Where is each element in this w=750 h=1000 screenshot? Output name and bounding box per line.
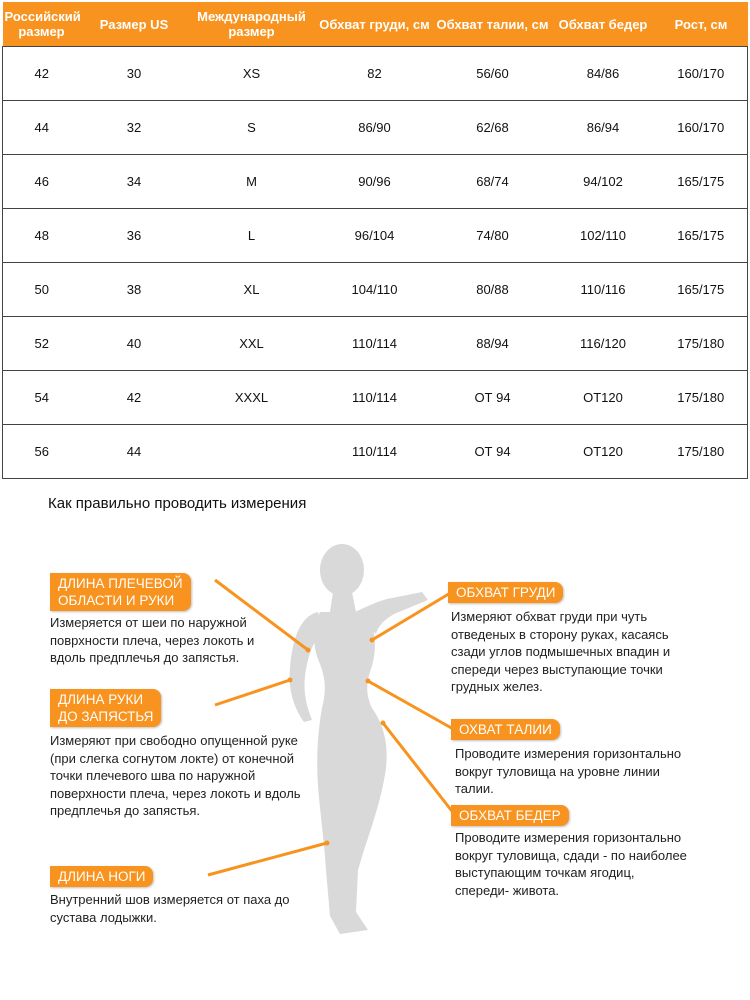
header-height: Рост, см (655, 2, 748, 47)
cell-hips: 84/86 (552, 47, 655, 101)
shoulder-label-line2: ОБЛАСТИ И РУКИ (58, 593, 175, 608)
cell-waist: ОТ 94 (434, 371, 552, 425)
cell-international-size: S (188, 101, 316, 155)
hips-label: ОБХВАТ БЕДЕР (451, 805, 569, 826)
shoulder-arm-length-label (50, 573, 191, 611)
cell-international-size: L (188, 209, 316, 263)
leg-length-description: Внутренний шов измеряется от паха до сустава лодыжки. (50, 892, 290, 925)
leader-line-leg (208, 843, 327, 875)
cell-russian-size: 44 (3, 101, 81, 155)
shoulder-arm-length-description: Измеряется от шеи по наружной поврхности плеча, через локоть и вдоль предплечья до запястья. (50, 615, 255, 665)
leader-line-arm (215, 680, 290, 705)
header-russian-size: Российский размер (3, 2, 81, 47)
cell-hips: ОТ120 (552, 371, 655, 425)
cell-waist: 56/60 (434, 47, 552, 101)
cell-russian-size: 52 (3, 317, 81, 371)
header-hips: Обхват бедер (552, 2, 655, 47)
cell-russian-size: 50 (3, 263, 81, 317)
cell-chest: 110/114 (316, 317, 434, 371)
cell-us-size: 42 (81, 371, 188, 425)
arm-label-line2: ДО ЗАПЯСТЬЯ (58, 709, 154, 724)
section-title: Как правильно проводить измерения (48, 495, 307, 512)
cell-chest: 82 (316, 47, 434, 101)
cell-height: 175/180 (655, 317, 748, 371)
header-chest: Обхват груди, см (316, 2, 434, 47)
cell-height: 165/175 (655, 263, 748, 317)
cell-chest: 96/104 (316, 209, 434, 263)
cell-international-size: XS (188, 47, 316, 101)
cell-hips: 94/102 (552, 155, 655, 209)
cell-waist: ОТ 94 (434, 425, 552, 479)
cell-waist: 62/68 (434, 101, 552, 155)
cell-russian-size: 42 (3, 47, 81, 101)
measure-point-hips (381, 721, 386, 726)
chest-label: ОБХВАТ ГРУДИ (448, 582, 563, 603)
cell-hips: 110/116 (552, 263, 655, 317)
cell-russian-size: 54 (3, 371, 81, 425)
cell-international-size: XXXL (188, 371, 316, 425)
cell-height: 165/175 (655, 155, 748, 209)
leg-length-label: ДЛИНА НОГИ (50, 866, 153, 887)
cell-us-size: 30 (81, 47, 188, 101)
cell-international-size: XXL (188, 317, 316, 371)
silhouette (290, 544, 428, 934)
cell-us-size: 32 (81, 101, 188, 155)
measure-point-shoulder (306, 648, 311, 653)
cell-us-size: 40 (81, 317, 188, 371)
cell-waist: 80/88 (434, 263, 552, 317)
cell-hips: 102/110 (552, 209, 655, 263)
cell-chest: 110/114 (316, 425, 434, 479)
header-waist: Обхват талии, см (434, 2, 552, 47)
cell-hips: 86/94 (552, 101, 655, 155)
cell-hips: ОТ120 (552, 425, 655, 479)
hips-description: Проводите измерения горизонтально вокруг туловища, сдади - по наиболее выступающим точкам ягодиц, спереди- живота. (455, 830, 687, 898)
cell-russian-size: 46 (3, 155, 81, 209)
cell-international-size: M (188, 155, 316, 209)
cell-waist: 88/94 (434, 317, 552, 371)
cell-height: 175/180 (655, 425, 748, 479)
cell-height: 165/175 (655, 209, 748, 263)
cell-russian-size: 56 (3, 425, 81, 479)
cell-height: 175/180 (655, 371, 748, 425)
waist-description: Проводите измерения горизонтально вокруг туловища на уровне линии талии. (455, 746, 682, 796)
cell-hips: 116/120 (552, 317, 655, 371)
arm-length-label (50, 689, 161, 727)
measure-point-leg (325, 841, 330, 846)
cell-us-size: 34 (81, 155, 188, 209)
arm-length-description: Измеряют при свободно опущенной руке (при слегка согнутом локте) от конечной точки плечевого шва по наружной поверхности плеча, через локоть и вдоль предплечья до запястья. (50, 733, 301, 818)
cell-international-size: XL (188, 263, 316, 317)
cell-us-size: 38 (81, 263, 188, 317)
cell-us-size: 44 (81, 425, 188, 479)
cell-chest: 86/90 (316, 101, 434, 155)
cell-height: 160/170 (655, 101, 748, 155)
leader-line-hips (383, 723, 455, 815)
measure-point-chest (370, 638, 375, 643)
header-international-size: Международный размер (188, 2, 316, 47)
cell-chest: 90/96 (316, 155, 434, 209)
cell-us-size: 36 (81, 209, 188, 263)
measure-point-arm (288, 678, 293, 683)
measure-point-waist (366, 679, 371, 684)
arm-label-line1: ДЛИНА РУКИ (58, 692, 144, 707)
cell-chest: 104/110 (316, 263, 434, 317)
cell-chest: 110/114 (316, 371, 434, 425)
cell-waist: 68/74 (434, 155, 552, 209)
header-us-size: Размер US (81, 2, 188, 47)
cell-waist: 74/80 (434, 209, 552, 263)
chest-description: Измеряют обхват груди при чуть отведеных в сторону руках, касаясь сзади углов подмышечных впадин и спереди через выступающие точки грудных желез. (451, 609, 671, 694)
shoulder-label-line1: ДЛИНА ПЛЕЧЕВОЙ (58, 576, 183, 591)
cell-russian-size: 48 (3, 209, 81, 263)
cell-height: 160/170 (655, 47, 748, 101)
waist-label: ОХВАТ ТАЛИИ (451, 719, 560, 740)
